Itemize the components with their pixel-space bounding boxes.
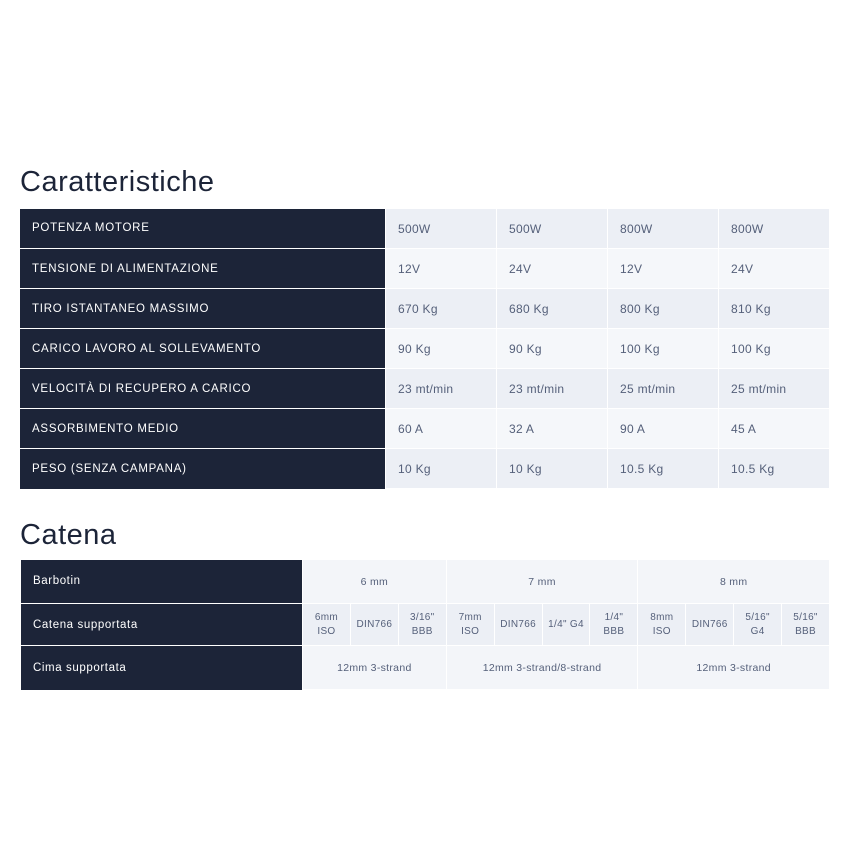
rope-value: 12mm 3-strand/8-strand xyxy=(446,646,638,690)
table-row xyxy=(20,329,830,369)
spec-value: 800 Kg xyxy=(608,289,719,329)
chain-supported-cell xyxy=(782,604,830,646)
chain-supported-cell xyxy=(303,604,351,646)
chain-label-barbotin: Barbotin xyxy=(21,560,303,604)
chain-size: 1/4" xyxy=(604,612,624,623)
chain-size: DIN766 xyxy=(500,618,536,630)
table-row xyxy=(20,369,830,409)
chain-supported-cell xyxy=(350,604,398,646)
chain-standard: BBB xyxy=(795,625,816,637)
table-row xyxy=(21,560,830,604)
table-row xyxy=(20,409,830,449)
rope-value: 12mm 3-strand xyxy=(638,646,830,690)
chain-supported-cell xyxy=(590,604,638,646)
table-row xyxy=(20,289,830,329)
spec-value: 24V xyxy=(719,249,830,289)
chain-supported-cell xyxy=(446,604,494,646)
chain-size: 6mm xyxy=(314,612,339,623)
chain-standard: BBB xyxy=(411,625,433,637)
table-row xyxy=(21,646,830,690)
chain-size: 1/4" G4 xyxy=(548,618,584,630)
spec-value: 10 Kg xyxy=(386,449,497,489)
spec-label: TENSIONE DI ALIMENTAZIONE xyxy=(20,249,386,289)
specifications-table xyxy=(20,208,830,489)
chain-standard: G4 xyxy=(750,625,765,637)
spec-value: 45 A xyxy=(719,409,830,449)
spec-value: 32 A xyxy=(497,409,608,449)
chain-standard: BBB xyxy=(603,625,625,637)
table-row xyxy=(20,209,830,249)
chain-table xyxy=(20,559,830,690)
spec-value: 90 Kg xyxy=(386,329,497,369)
spec-value: 23 mt/min xyxy=(497,369,608,409)
spec-value: 23 mt/min xyxy=(386,369,497,409)
spec-value: 680 Kg xyxy=(497,289,608,329)
spec-value: 10 Kg xyxy=(497,449,608,489)
chain-size: DIN766 xyxy=(356,618,393,630)
rope-value: 12mm 3-strand xyxy=(303,646,447,690)
chain-standard: ISO xyxy=(317,625,336,637)
spec-label: VELOCITÀ DI RECUPERO A CARICO xyxy=(20,369,386,409)
spec-value: 500W xyxy=(386,209,497,249)
spec-value: 800W xyxy=(719,209,830,249)
spec-value: 10.5 Kg xyxy=(719,449,830,489)
chain-standard: ISO xyxy=(461,625,480,637)
chain-supported-cell xyxy=(494,604,542,646)
chain-supported-cell xyxy=(686,604,734,646)
section-title-catena: Catena xyxy=(20,519,117,551)
barbotin-value: 8 mm xyxy=(638,560,830,604)
spec-value: 670 Kg xyxy=(386,289,497,329)
spec-value: 25 mt/min xyxy=(608,369,719,409)
chain-label-cima-supportata: Cima supportata xyxy=(21,646,303,690)
spec-value: 500W xyxy=(497,209,608,249)
spec-value: 12V xyxy=(608,249,719,289)
section-title-caratteristiche: Caratteristiche xyxy=(20,166,215,198)
spec-value: 100 Kg xyxy=(608,329,719,369)
spec-value: 100 Kg xyxy=(719,329,830,369)
chain-size: 8mm xyxy=(650,612,674,623)
spec-label: POTENZA MOTORE xyxy=(20,209,386,249)
chain-standard: ISO xyxy=(652,625,671,637)
chain-size: 5/16" xyxy=(745,612,770,623)
spec-value: 25 mt/min xyxy=(719,369,830,409)
spec-label: CARICO LAVORO AL SOLLEVAMENTO xyxy=(20,329,386,369)
chain-size: DIN766 xyxy=(691,618,728,630)
spec-value: 12V xyxy=(386,249,497,289)
chain-supported-cell xyxy=(398,604,446,646)
chain-supported-cell xyxy=(542,604,590,646)
spec-label: TIRO ISTANTANEO MASSIMO xyxy=(20,289,386,329)
table-row xyxy=(20,249,830,289)
spec-value: 10.5 Kg xyxy=(608,449,719,489)
spec-value: 60 A xyxy=(386,409,497,449)
barbotin-value: 6 mm xyxy=(303,560,447,604)
spec-label: PESO (SENZA CAMPANA) xyxy=(20,449,386,489)
spec-value: 90 Kg xyxy=(497,329,608,369)
chain-label-catena-supportata: Catena supportata xyxy=(21,604,303,646)
chain-size: 7mm xyxy=(458,612,482,623)
chain-supported-cell xyxy=(734,604,782,646)
spec-value: 800W xyxy=(608,209,719,249)
spec-value: 810 Kg xyxy=(719,289,830,329)
chain-size: 5/16" xyxy=(793,612,818,623)
table-row xyxy=(20,449,830,489)
spec-label: ASSORBIMENTO MEDIO xyxy=(20,409,386,449)
table-row xyxy=(21,604,830,646)
spec-value: 24V xyxy=(497,249,608,289)
chain-supported-cell xyxy=(638,604,686,646)
chain-size: 3/16" xyxy=(410,612,435,623)
barbotin-value: 7 mm xyxy=(446,560,638,604)
spec-value: 90 A xyxy=(608,409,719,449)
